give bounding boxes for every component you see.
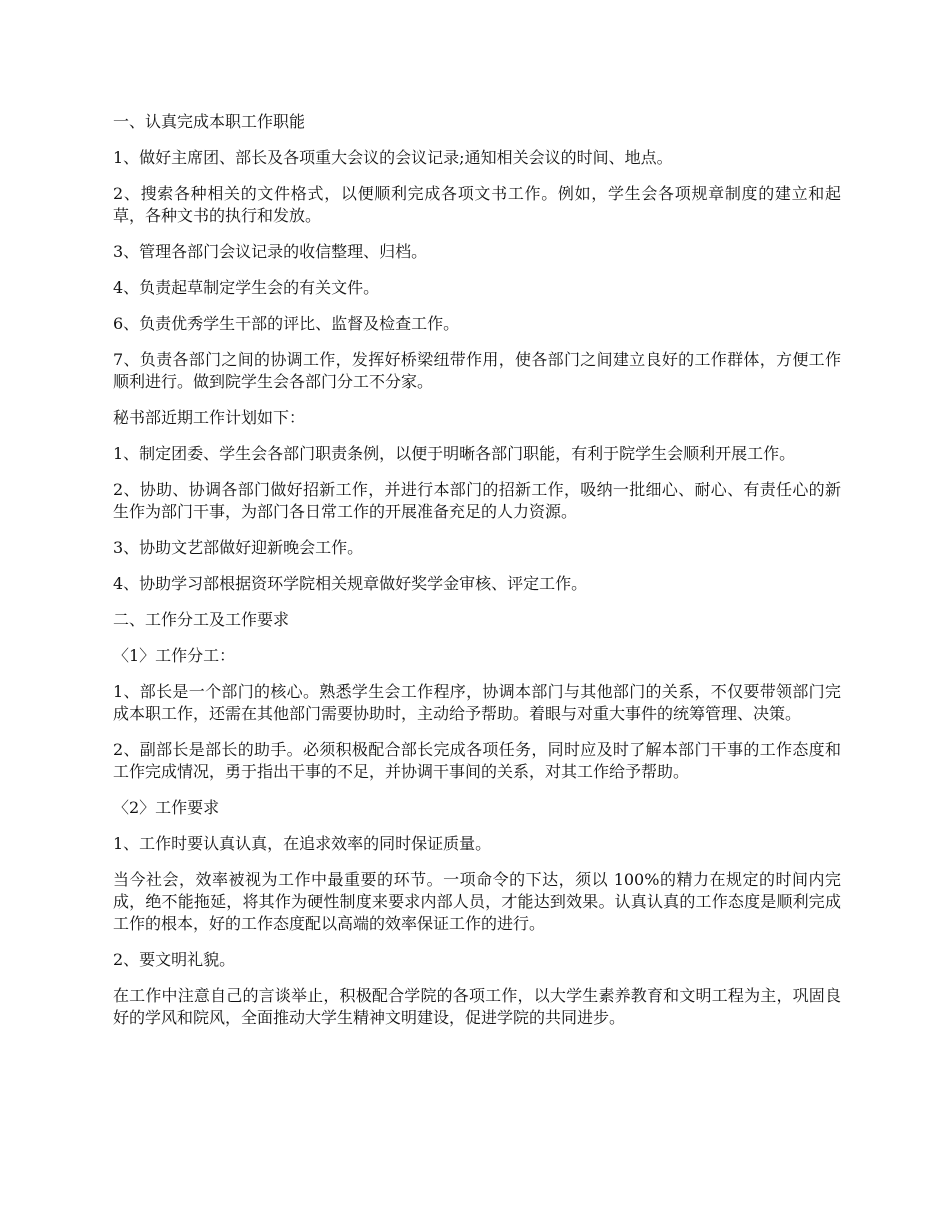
duty-item-6: 6、负责优秀学生干部的评比、监督及检查工作。 xyxy=(113,314,460,333)
plan-item-2: 2、协助、协调各部门做好招新工作，并进行本部门的招新工作，吸纳一批细心、耐心、有责任心的新生作为部门干事，为部门各日常工作的开展准备充足的人力资源。 xyxy=(113,480,841,521)
document-body xyxy=(113,111,841,1043)
plan-item-1: 1、制定团委、学生会各部门职责条例，以便于明晰各部门职能，有利于院学生会顺利开展工作。 xyxy=(113,444,796,463)
plan-item-4: 4、协助学习部根据资环学院相关规章做好奖学金审核、评定工作。 xyxy=(113,574,588,593)
duty-item-7: 7、负责各部门之间的协调工作，发挥好桥梁纽带作用，使各部门之间建立良好的工作群体，方便工作顺利进行。做到院学生会各部门分工不分家。 xyxy=(113,350,841,391)
duty-item-3: 3、管理各部门会议记录的收信整理、归档。 xyxy=(113,242,428,261)
duty-item-4: 4、负责起草制定学生会的有关文件。 xyxy=(113,278,380,297)
requirement-detail-2: 在工作中注意自己的言谈举止，积极配合学院的各项工作，以大学生素养教育和文明工程为主，巩固良好的学风和院风，全面推动大学生精神文明建设，促进学院的共同进步。 xyxy=(113,986,841,1027)
requirement-item-1: 1、工作时要认真认真，在追求效率的同时保证质量。 xyxy=(113,834,492,853)
division-item-2: 2、副部长是部长的助手。必须积极配合部长完成各项任务，同时应及时了解本部门干事的工作态度和工作完成情况，勇于指出干事的不足，并协调干事间的关系，对其工作给予帮助。 xyxy=(113,740,841,781)
division-item-1: 1、部长是一个部门的核心。熟悉学生会工作程序，协调本部门与其他部门的关系，不仅要带领部门完成本职工作，还需在其他部门需要协助时，主动给予帮助。着眼与对重大事件的统筹管理、决策。 xyxy=(113,682,841,723)
plan-heading: 秘书部近期工作计划如下： xyxy=(113,408,306,427)
duty-item-2: 2、搜索各种相关的文件格式，以便顺利完成各项文书工作。例如，学生会各项规章制度的建立和起草，各种文书的执行和发放。 xyxy=(113,184,841,225)
subsection-heading-2: 〈2〉工作要求 xyxy=(113,798,220,817)
requirement-detail-1: 当今社会，效率被视为工作中最重要的环节。一项命令的下达，须以 100%的精力在规定的时间内完成，绝不能拖延，将其作为硬性制度来要求内部人员，才能达到效果。认真认真的工作态度是顺利完成工作的根本，好的工作态度配以高端的效率保证工作的进行。 xyxy=(113,870,841,933)
subsection-heading-1: 〈1〉工作分工： xyxy=(113,646,236,665)
section-heading-2: 二、工作分工及工作要求 xyxy=(113,610,290,629)
section-heading-1: 一、认真完成本职工作职能 xyxy=(113,112,306,131)
plan-item-3: 3、协助文艺部做好迎新晚会工作。 xyxy=(113,538,364,557)
duty-item-1: 1、做好主席团、部长及各项重大会议的会议记录;通知相关会议的时间、地点。 xyxy=(113,148,673,167)
requirement-item-2: 2、要文明礼貌。 xyxy=(113,950,236,969)
